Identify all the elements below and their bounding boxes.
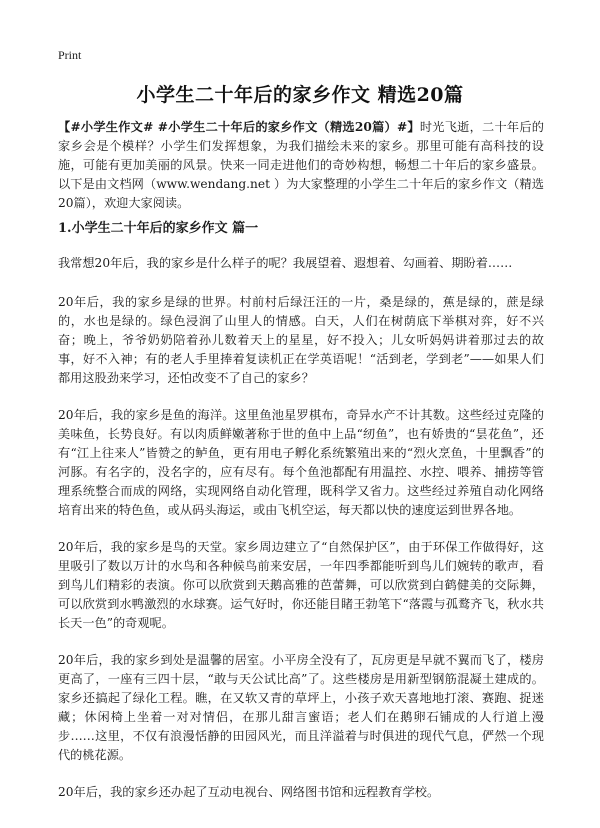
intro-text: 时光飞逝，二十年后的家乡会是个模样？小学生们发挥想象，为我们描绘未来的家乡。那里可能有高科技的设施，可能有更加美丽的风景。快来一同走进他们的奇妙构想，畅想二十年后的家乡盛景。以下是由文档网（www.wendang.net ）为大家整理的小学生二十年后的家乡作文（精选20篇），欢迎大家阅读。 — [58, 120, 544, 210]
article-body — [58, 118, 544, 820]
intro-paragraph — [58, 118, 544, 213]
body-paragraph: 20年后，我的家乡是鱼的海洋。这里鱼池星罗棋布，奇异水产不计其数。这些经过克隆的美味鱼，长势良好。有以肉质鲜嫩著称于世的鱼中上品“纫鱼”，也有娇贵的“昙花鱼”，还有“江上往来人”皆赞之的鲈鱼，更有用电子孵化系统繁殖出来的“烈火烹鱼，十里飘香”的河豚。有名字的，没名字的，应有尽有。每个鱼池都配有用温控、水控、喂养、捕捞等管理系统整合而成的网络，实现网络自动化管理，既科学又省力。这些经过养殖自动化网络培育出来的特色鱼，或从码头海运，或由飞机空运，每天都以快的速度运到世界各地。 — [58, 408, 545, 517]
section-heading: 1.小学生二十年后的家乡作文 篇一 — [58, 221, 259, 236]
body-paragraph: 20年后，我的家乡是鸟的天堂。家乡周边建立了“自然保护区”，由于环保工作做得好，这里吸引了数以万计的水鸟和各种候鸟前来安居，一年四季都能听到鸟儿们婉转的歌声，看到鸟儿们精彩的表演。你可以欣赏到天鹅高雅的芭蕾舞，可以欣赏到白鹤健美的交际舞，可以欣赏到水鸭激烈的水球赛。运气好时，你还能目睹王勃笔下“落霞与孤鹜齐飞，秋水共长天一色”的奇观呢。 — [58, 540, 544, 630]
lead-paragraph: 我常想20年后，我的家乡是什么样子的呢？我展望着、遐想着、勾画着、期盼着…… — [58, 256, 513, 270]
body-paragraph: 20年后，我的家乡到处是温馨的居室。小平房全没有了，瓦房更是早就不翼而飞了，楼房更高了，一座有三四十层，“敢与天公试比高”了。这些楼房是用新型钢筋混凝土建成的。家乡还搞起了绿化工程。瞧，在又软又青的草坪上，小孩子欢天喜地地打滚、赛跑、捉迷藏；休闲椅上坐着一对对情侣，在那儿甜言蜜语；老人们在鹅卵石铺成的人行道上漫步……这里，不仅有浪漫恬静的田园风光，而且洋溢着与时俱进的现代气息，俨然一个现代的桃花源。 — [58, 653, 544, 762]
body-paragraph: 20年后，我的家乡还办起了互动电视台、网络图书馆和远程教育学校。 — [58, 785, 440, 799]
body-paragraph: 20年后，我的家乡是绿的世界。村前村后绿汪汪的一片，桑是绿的，蕉是绿的，蔗是绿的，水也是绿的。绿色浸润了山里人的情感。白天，人们在树荫底下举棋对弈，好不兴奋；晚上，爷爷奶奶陪着孙儿数着天上的星星，好不投入；儿女听妈妈讲着那过去的故事，好不入神；有的老人手里捧着复读机正在学英语呢！“活到老，学到老”——如果人们都用这股劲来学习，还怕改变不了自己的家乡？ — [58, 295, 544, 385]
print-link[interactable]: Print — [58, 48, 82, 62]
intro-tags: 【#小学生作文# #小学生二十年后的家乡作文（精选20篇）#】 — [58, 120, 420, 134]
page-title: 小学生二十年后的家乡作文 精选20篇 — [136, 84, 464, 106]
